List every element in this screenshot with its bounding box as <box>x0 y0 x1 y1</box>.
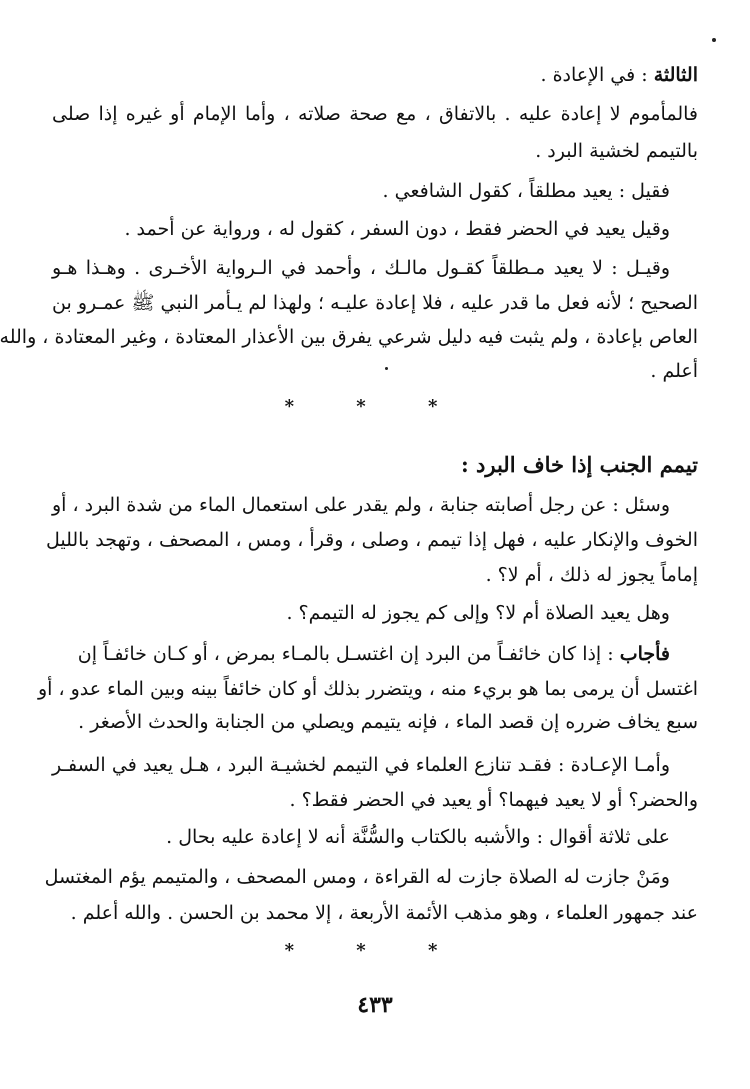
paragraph-line: عند جمهور العلماء ، وهو مذهب الأئمة الأربعة ، إلا محمد بن الحسن . والله أعلم . <box>70 902 698 924</box>
paragraph-line: وقيل يعيد في الحضر فقط ، دون السفر ، كقول له ، ورواية عن أحمد . <box>124 218 670 240</box>
section-separator: * * * <box>284 396 466 417</box>
section-heading-text: : في الإعادة . <box>540 64 648 86</box>
paragraph-line: فقيل : يعيد مطلقاً ، كقول الشافعي . <box>382 180 670 202</box>
question-line: وهل يعيد الصلاة أم لا؟ وإلى كم يجوز له التيمم؟ . <box>286 602 670 624</box>
question-line: وسئل : عن رجل أصابته جنابة ، ولم يقدر على استعمال الماء من شدة البرد ، أو <box>51 494 670 516</box>
paragraph-line: ومَنْ جازت له الصلاة جازت له القراءة ، ومس المصحف ، والمتيمم يؤم المغتسل <box>44 866 670 888</box>
question-line: الخوف والإنكار عليه ، فهل إذا تيمم ، وصلى ، وقرأ ، ومس ، المصحف ، وتهجد بالليل <box>45 529 698 551</box>
answer-text: : إذا كان خائفـاً من البرد إن اغتسـل بالمـاء بمرض ، أو كـان خائفـاً إن <box>77 643 614 665</box>
paragraph-line: وقيـل : لا يعيد مـطلقاً كقـول مالـك ، وأحمد في الـرواية الأخـرى . وهـذا هـو <box>52 257 670 279</box>
answer-label: فأجاب <box>619 643 670 665</box>
ink-speck <box>712 38 716 42</box>
question-line: إماماً يجوز له ذلك ، أم لا؟ . <box>485 564 698 586</box>
section-heading <box>541 62 699 88</box>
answer-line: سبع يخاف ضرره إن قصد الماء ، فإنه يتيمم ويصلي من الجنابة والحدث الأصغر . <box>78 711 698 733</box>
paragraph-line: وأمـا الإعـادة : فقـد تنازع العلماء في التيمم لخشيـة البرد ، هـل يعيد في السفـر <box>52 754 670 776</box>
paragraph-line: العاص بإعادة ، ولم يثبت فيه دليل شرعي يفرق بين الأعذار المعتادة ، وغير المعتادة ، والله <box>0 326 698 348</box>
section-heading-label: الثالثة <box>653 64 698 86</box>
answer-line: اغتسل أن يرمى بما هو بريء منه ، ويتضرر بذلك أو كان خائفاً بينه وبين الماء عدو ، أو <box>37 678 698 700</box>
paragraph-line: فالمأموم لا إعادة عليه . بالاتفاق ، مع صحة صلاته ، وأما الإمام أو غيره إذا صلى <box>52 103 698 125</box>
paragraph-line: أعلم . <box>650 360 698 382</box>
page-number: ٤٣٣ <box>357 992 393 1018</box>
paragraph-line: والحضر؟ أو لا يعيد فيهما؟ أو يعيد في الحضر فقط؟ . <box>289 789 698 811</box>
paragraph-line: على ثلاثة أقوال : والأشبه بالكتاب والسُّنَّة أنه لا إعادة عليه بحال . <box>166 826 670 848</box>
answer-line <box>52 641 670 667</box>
paragraph-line: الصحيح ؛ لأنه فعل ما قدر عليه ، فلا إعادة عليـه ؛ ولهذا لم يـأمر النبي ﷺ عمـرو بن <box>52 292 698 314</box>
paragraph-line: بالتيمم لخشية البرد . <box>535 140 698 162</box>
section-separator: * * * <box>284 940 466 961</box>
ink-speck <box>385 367 388 370</box>
section-title: تيمم الجنب إذا خاف البرد : <box>460 452 698 477</box>
